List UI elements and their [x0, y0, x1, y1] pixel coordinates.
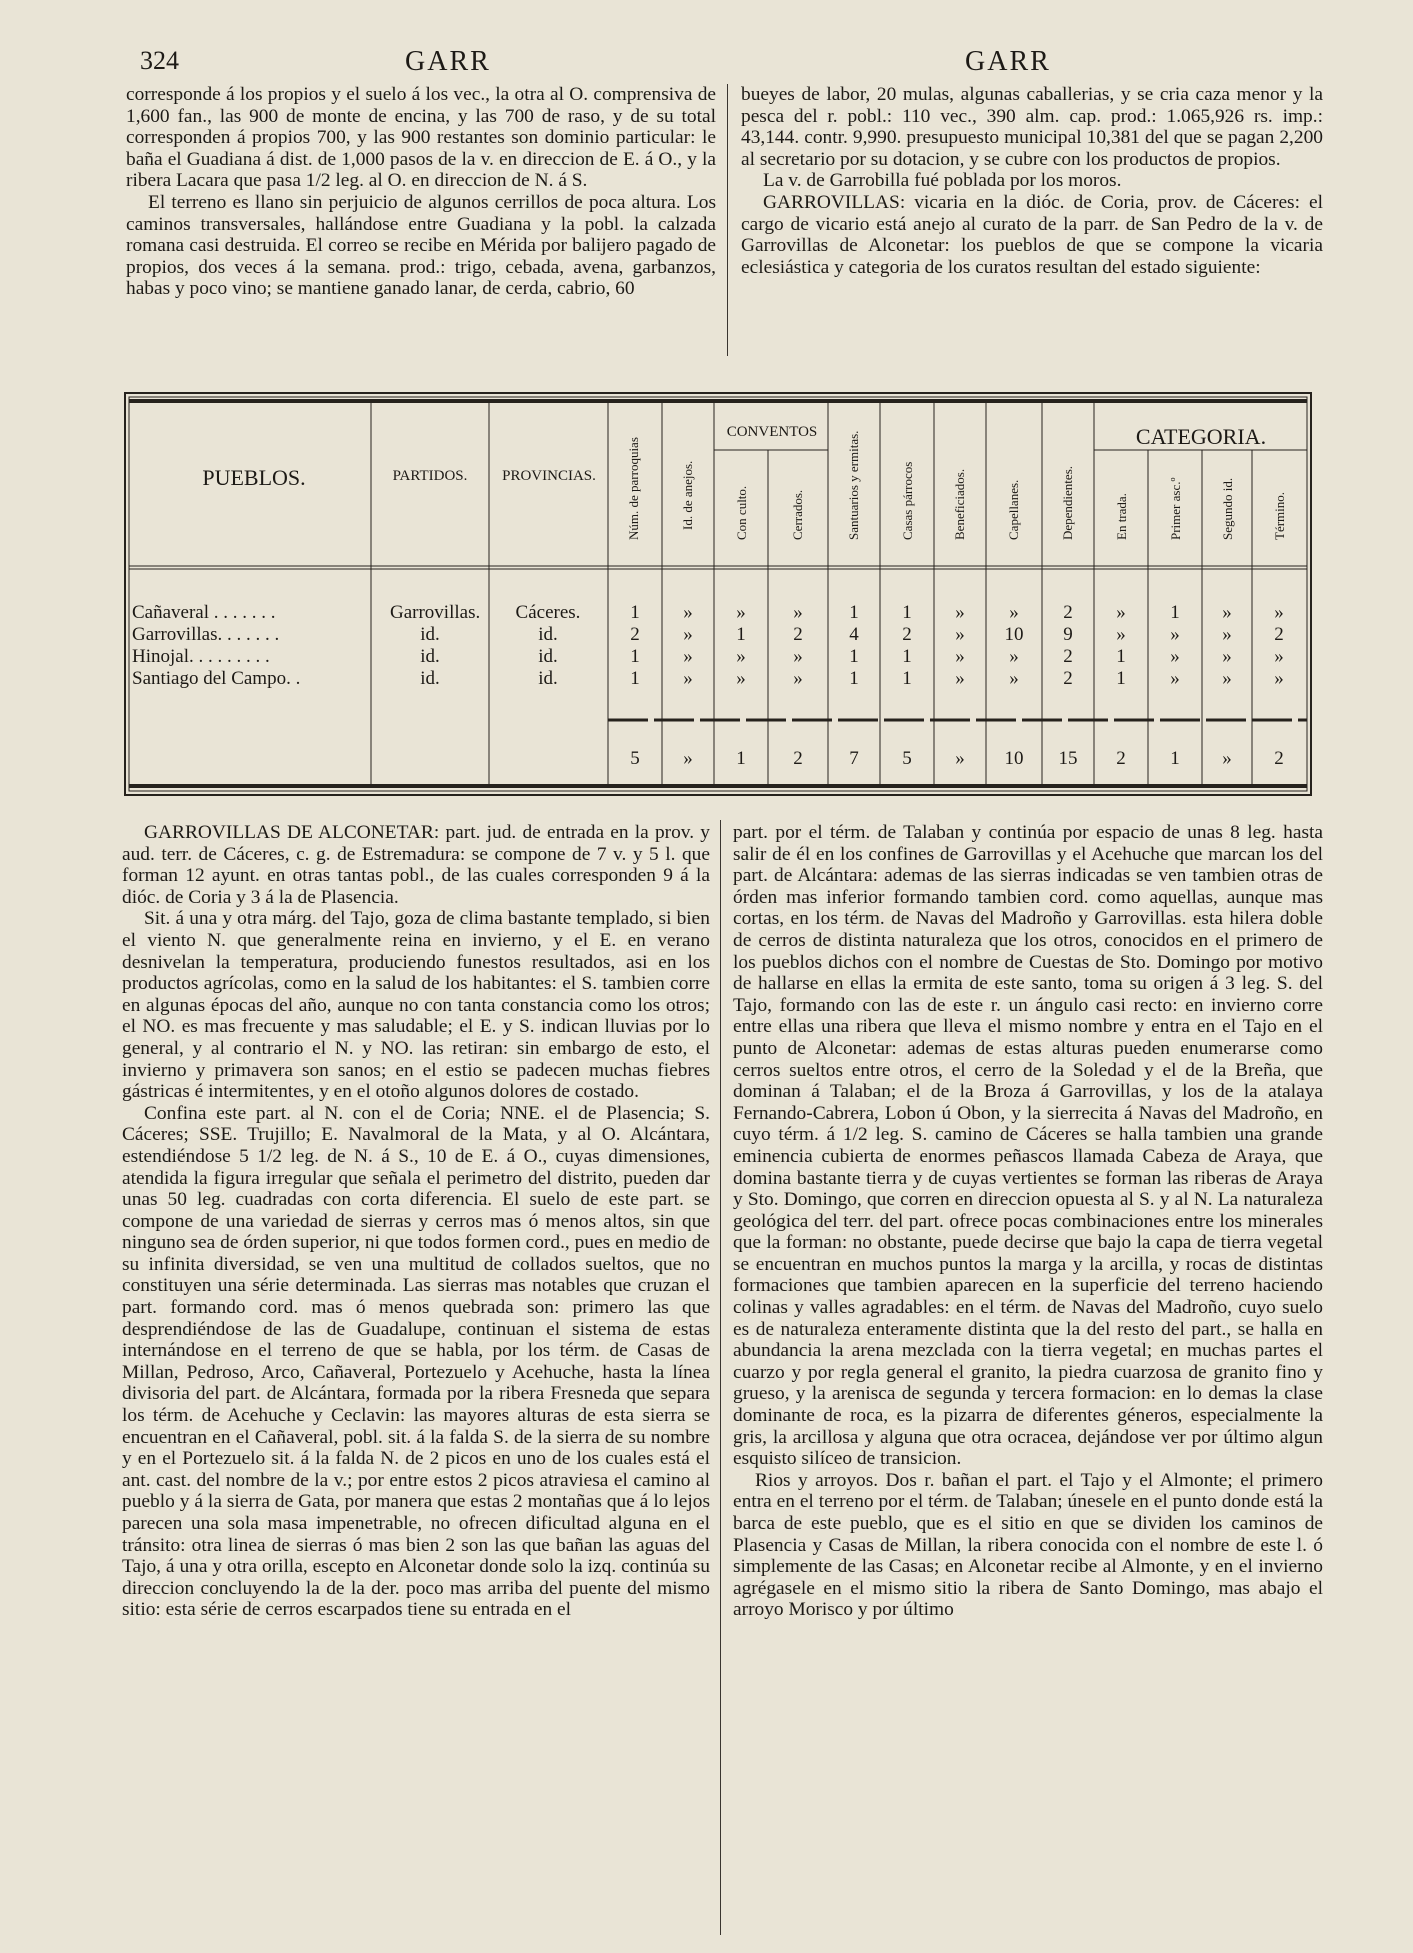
- column-divider: [727, 84, 728, 356]
- table-cell: 2: [1063, 646, 1073, 667]
- table-cell: 1: [736, 624, 746, 645]
- table-rules: [124, 390, 1312, 800]
- table-cell: 1: [902, 646, 912, 667]
- table-cell: »: [683, 624, 693, 645]
- table-total-cell: »: [955, 748, 965, 769]
- page-header: [140, 46, 1320, 86]
- table-cell: 1: [1116, 668, 1126, 689]
- table-cell: »: [955, 646, 965, 667]
- table-cell: »: [1170, 624, 1180, 645]
- header-dependientes: Dependientes.: [1060, 465, 1075, 540]
- table-total-cell: 5: [902, 748, 912, 769]
- paragraph: part. por el térm. de Talaban y continúa por espacio de unas 8 leg. hasta salir de él en los confines de Garrovillas y el Acehuche que marcan los del part. de Alcántara: ademas de las sierras indicadas se ven tambien otras de órden mas inferior formando tambien cord. como aquellas, aunque mas cortas, en los térm. de Navas del Madroño y Garrovillas. esta hilera doble de cerros de distinta naturaleza que los otros, conocidos en el primero de los pueblos dichos con el nombre de Cuestas de Sto. Domingo por motivo de hallarse en ellas la ermita de este santo, toma su origen á 3 leg. S. del Tajo, formando con las de este r. un ángulo casi recto: en invierno corre entre ellas una ribera que lleva el mismo nombre y entra en el Tajo en el punto de Alconetar: ademas de estas alturas pueden enumerarse como cerros sueltos entre otros, el cerro de la Soledad y el de la Breña, que dominan á Talaban; el de la Broza á Garrovillas, y los de la atalaya Fernando-Cabrera, Lobon ú Obon, y la sierrecita á Navas del Madroño, en cuyo térm. á 1/2 leg. S. camino de Cáceres se halla tambien una grande eminencia cubierta de enormes peñascos llamada Cabeza de Araya, que domina bastante tierra y de cuyas vertientes se forman las riberas de Araya y Sto. Domingo, que corren en direccion opuesta al S. y al N. La naturaleza geológica del terr. del part. ofrece pocas combinaciones entre los minerales que la forman: no obstante, puede decirse que bajo la capa de tierra vegetal se encuentran en muchos puntos la marga y la arcilla, y rocas de distintas formaciones que tambien aparecen en la superficie del terreno haciendo colinas y valles agradables: en el térm. de Navas del Madroño, cuyo suelo es de naturaleza enteramente distinta que la del resto del part., se halla en abundancia la arena mezclada con la tierra vegetal; en muchas partes el cuarzo y por regla general el granito, la piedra cuarzosa de granito fino y grueso, y la arenisca de segunda y tercera formacion: en lo demas la clase dominante de roca, es la pizarra de diferentes géneros, especialmente la gris, la arcillosa y alguna que otra ocracea, dejándose ver por último algun esquisto silíceo de transicion.: [733, 822, 1323, 1470]
- table-total-cell: »: [683, 748, 693, 769]
- paragraph: Confina este part. al N. con el de Coria; NNE. el de Plasencia; S. Cáceres; SSE. Trujillo; E. Navalmoral de la Mata, y al O. Alcántara, estendiéndose 5 1/2 leg. de N. á S., 10 de E. á O., cuyas dimensiones, atendida la figura irregular que señala el perimetro del distrito, pueden dar unas 50 leg. cuadradas con corta diferencia. El suelo de este part. se compone de una variedad de sierras y cerros mas ó menos altos, sin que ninguno sea de órden superior, ni que todos formen cord., pues en medio de su infinita diversidad, se ven una multitud de collados sueltos, que no constituyen una série determinada. Las sierras mas notables que cruzan el part. formando cord. mas ó menos quebrada son: primero las que desprendiéndose de las de Guadalupe, continuan el sistema de estas internándose en el terreno de que se habla, por los térm. de Casas de Millan, Pedroso, Arco, Cañaveral, Portezuelo y Acehuche, hasta la línea divisoria del part. de Alcántara, formada por la ribera Fresneda que separa los térm. de Acehuche y Ceclavin: las mayores alturas de esta sierra se encuentran en el Cañaveral, pobl. sit. á la falda S. de la sierra de su nombre y en el Portezuelo sit. á la falda N. de 2 picos en uno de los cuales está el ant. cast. del nombre de la v.; por entre estos 2 picos atraviesa el camino al pueblo y á la sierra de Gata, por manera que estas 2 montañas que á lo lejos parecen una sola masa impenetrable, no ofrecen dificultad alguna en el tránsito: otra linea de sierras ó mas bien 2 son las que bañan las aguas del Tajo, á una y otra orilla, escepto en Alconetar donde solo la izq. continúa su direccion concluyendo la de la der. poco mas arriba del puente del mismo sitio: esta série de cerros escarpados tiene su entrada en el: [122, 1102, 710, 1621]
- paragraph: Rios y arroyos. Dos r. bañan el part. el Tajo y el Almonte; el primero entra en el terreno por el térm. de Talaban; únesele en el punto donde está la barca de este pueblo, que es el sitio en que se dividen los caminos de Plasencia y Casas de Millan, la ribera conocida con el nombre de este l. ó simplemente de las Casas; en Alconetar recibe al Almonte, y en el invierno agrégasele en el mismo sitio la ribera de Santo Domingo, mas abajo el arroyo Morisco y por último: [733, 1469, 1323, 1621]
- table-cell: »: [1222, 602, 1232, 623]
- top-left-column: [126, 84, 716, 300]
- table-total-cell: 1: [1170, 748, 1180, 769]
- table-cell: 1: [1116, 646, 1126, 667]
- table-cell: »: [1170, 646, 1180, 667]
- table-total-cell: 2: [1116, 748, 1126, 769]
- table-cell: 9: [1063, 624, 1073, 645]
- header-conventos: CONVENTOS: [726, 424, 818, 440]
- table-total-cell: »: [1222, 748, 1232, 769]
- paragraph: El terreno es llano sin perjuicio de algunos cerrillos de poca altura. Los caminos transversales, hallándose entre Guadiana y la pobl. la calzada romana casi destruida. El correo se recibe en Mérida por balijero pagado de propios, dos veces á la semana. prod.: trigo, cebada, avena, garbanzos, habas y poco vino; se mantiene ganado lanar, de cerda, cabrio, 60: [126, 191, 716, 300]
- running-head-left: GARR: [405, 46, 491, 77]
- table-cell: 1: [630, 602, 640, 623]
- table-cell: 2: [1063, 668, 1073, 689]
- table-cell: 1: [630, 668, 640, 689]
- table-cell: 10: [1004, 624, 1024, 645]
- table-cell: 1: [849, 646, 859, 667]
- paragraph: GARROVILLAS DE ALCONETAR: part. jud. de entrada en la prov. y aud. terr. de Cáceres, c. g. de Estremadura: se compone de 7 v. y 5 l. que forman 12 ayunt. en otras tantas pobl., de las cuales corresponden 9 á la dióc. de Coria y 3 á la de Plasencia.: [122, 822, 710, 908]
- table-cell: 2: [1274, 624, 1284, 645]
- table-cell: »: [1009, 668, 1019, 689]
- bottom-right-column: [733, 822, 1323, 1621]
- table-cell: »: [736, 646, 746, 667]
- table-cell: »: [683, 668, 693, 689]
- header-provincias: PROVINCIAS.: [502, 468, 596, 484]
- table-cell: 2: [902, 624, 912, 645]
- header-pueblos: PUEBLOS.: [202, 465, 306, 490]
- header-partidos: PARTIDOS.: [392, 468, 468, 484]
- paragraph: bueyes de labor, 20 mulas, algunas caballerias, y se cria caza menor y la pesca del r. pobl.: 110 vec., 390 alm. cap. prod.: 1.065,926 rs. imp.: 43,144. contr. 9,990. presupuesto municipal 10,381 del que se pagan 2,200 al secretario por su dotacion, y se cubre con los productos de propios.: [741, 84, 1323, 170]
- table-cell: 1: [849, 668, 859, 689]
- table-cell: 1: [630, 646, 640, 667]
- paragraph: corresponde á los propios y el suelo á los vec., la otra al O. comprensiva de 1,600 fan., las 900 de monte de encina, y las 700 de raso, y de su total corresponden á propios 700, y las 900 restantes son dominio particular: le baña el Guadiana á dist. de 1,000 pasos de la v. en direccion de E. á O., y la ribera Lacara que pasa 1/2 leg. al O. en direccion de N. á S.: [126, 84, 716, 192]
- table-cell: »: [955, 602, 965, 623]
- table-cell-pueblo: Garrovillas. . . . . . .: [132, 624, 280, 645]
- table-cell: »: [736, 602, 746, 623]
- header-categoria: CATEGORIA.: [1135, 424, 1267, 449]
- table-cell-pueblo: Cañaveral . . . . . . .: [132, 602, 276, 623]
- header-segundo: Segundo id.: [1220, 477, 1235, 540]
- table-cell: »: [1222, 624, 1232, 645]
- table-cell: »: [1009, 602, 1019, 623]
- table-cell: id.: [420, 668, 440, 689]
- table-cell: »: [1274, 602, 1284, 623]
- table-cell: »: [1116, 624, 1126, 645]
- table-total-cell: 10: [1004, 748, 1024, 769]
- table-cell: 2: [1063, 602, 1073, 623]
- table-total-cell: 1: [736, 748, 746, 769]
- table-cell: 1: [902, 668, 912, 689]
- paragraph: Sit. á una y otra márg. del Tajo, goza de clima bastante templado, si bien el viento N. que generalmente reina en invierno, y el E. en verano desnivelan la temperatura, produciendo funestos resultados, asi en los productos agrícolas, como en la salud de los habitantes: el S. tambien corre en algunas épocas del año, aunque no con tanta constancia como los otros; el NO. es mas frecuente y mas saludable; el E. y S. indican lluvias por lo general, y al contrario el N. y NO. las retiran: sin embargo de esto, el invierno y primavera son sanos; en el estio se padecen muchas fiebres gástricas é intermitentes, y en el otoño algunos dolores de costado.: [122, 908, 710, 1103]
- page-number: 324: [140, 46, 179, 75]
- table-cell: »: [793, 668, 803, 689]
- header-beneficiados: Beneficiados.: [952, 468, 967, 540]
- table-cell: Garrovillas.: [390, 602, 481, 623]
- header-con-culto: Con culto.: [734, 485, 749, 540]
- header-termino: Término.: [1272, 491, 1287, 540]
- table-total-cell: 2: [793, 748, 803, 769]
- table-cell: »: [1009, 646, 1019, 667]
- table-total-cell: 2: [1274, 748, 1284, 769]
- table-cell: »: [793, 646, 803, 667]
- table-cell: »: [1274, 646, 1284, 667]
- table-cell: id.: [538, 646, 558, 667]
- top-right-column: [741, 84, 1323, 278]
- table-total-cell: 5: [630, 748, 640, 769]
- header-cerrados: Cerrados.: [790, 489, 805, 540]
- table-cell: 2: [630, 624, 640, 645]
- table-cell: 2: [793, 624, 803, 645]
- table-cell: »: [793, 602, 803, 623]
- header-parroquias: Núm. de parroquias: [626, 437, 641, 540]
- table-cell: »: [955, 668, 965, 689]
- header-entrada: En trada.: [1114, 493, 1129, 540]
- paragraph: GARROVILLAS: vicaria en la dióc. de Coria, prov. de Cáceres: el cargo de vicario está anejo al curato de la parr. de San Pedro de la v. de Garrovillas de Alconetar: los pueblos de que se compone la vicaria eclesiástica y categoria de los curatos resultan del estado siguiente:: [741, 191, 1323, 278]
- column-divider: [720, 820, 721, 1935]
- table-cell: 1: [902, 602, 912, 623]
- header-primer: Primer asc.º: [1168, 477, 1183, 540]
- table-cell: id.: [538, 668, 558, 689]
- header-anejos: Id. de anejos.: [680, 460, 695, 530]
- table-cell: »: [955, 624, 965, 645]
- table-cell: 1: [849, 602, 859, 623]
- table-cell: »: [683, 602, 693, 623]
- table-total-cell: 15: [1058, 748, 1078, 769]
- table-cell: »: [683, 646, 693, 667]
- table-cell: »: [1116, 602, 1126, 623]
- paragraph: La v. de Garrobilla fué poblada por los moros.: [763, 170, 1122, 192]
- table-cell: »: [1222, 668, 1232, 689]
- table-cell: 1: [1170, 602, 1180, 623]
- header-capellanes: Capellanes.: [1006, 479, 1021, 540]
- table-cell: id.: [538, 624, 558, 645]
- table-cell: »: [736, 668, 746, 689]
- table-cell: Cáceres.: [515, 602, 581, 623]
- table-cell: »: [1222, 646, 1232, 667]
- header-casas: Casas párrocos: [900, 461, 915, 540]
- running-head-right: GARR: [965, 46, 1051, 77]
- table-cell-pueblo: Santiago del Campo. .: [132, 668, 301, 689]
- vicaria-table: [124, 390, 1312, 800]
- table-cell: id.: [420, 646, 440, 667]
- table-cell: »: [1170, 668, 1180, 689]
- table-cell: id.: [420, 624, 440, 645]
- table-cell: »: [1274, 668, 1284, 689]
- header-santuarios: Santuarios y ermitas.: [846, 430, 861, 540]
- table-total-cell: 7: [849, 748, 859, 769]
- table-cell: 4: [849, 624, 859, 645]
- bottom-left-column: [122, 822, 710, 1621]
- table-cell-pueblo: Hinojal. . . . . . . . .: [132, 646, 270, 667]
